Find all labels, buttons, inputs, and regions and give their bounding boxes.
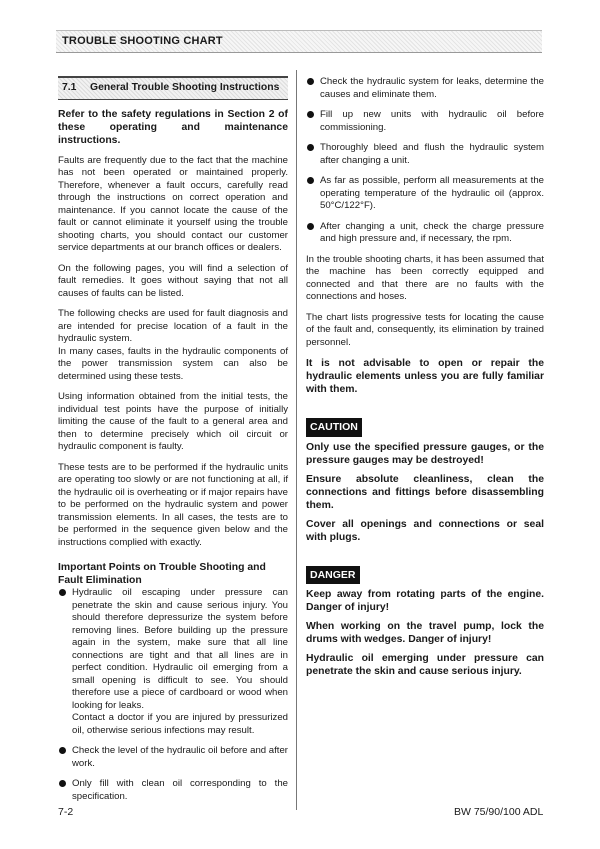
right-bullet-list (306, 76, 544, 246)
bullet-text: After changing a unit, check the charge pressure and high pressure and, if necessary, the rpm. (320, 220, 544, 244)
bullet-icon (59, 589, 66, 596)
bullet-text: Hydraulic oil escaping under pressure can penetrate the skin and cause serious injury. You should therefore depressurize the system before removing lines. Before building up the pressure again in the system, make sure that all line connections are tight and that all lines are in perfect condition. Hydraulic oil emerging from a small opening is difficult to see. You should therefore use a piece of cardboard or wood when looking for leaks. (72, 587, 288, 711)
list-item (58, 587, 288, 737)
list-item (58, 778, 288, 803)
header-bar (56, 30, 542, 53)
paragraph-initial-tests: Using information obtained from the initial tests, the individual test points have the purpose of initially limiting the cause of the fault to a general area and then to determine precisely which oil circuit or hydraulic component is faulty. (58, 391, 288, 452)
caution-line: Only use the specified pressure gauges, or the pressure gauges may be destroyed! (306, 441, 544, 466)
column-divider (296, 70, 297, 810)
bullet-text: Only fill with clean oil corresponding to the specification. (72, 778, 288, 802)
danger-line: When working on the travel pump, lock the drums with wedges. Danger of injury! (306, 621, 544, 645)
caution-badge: CAUTION (306, 418, 362, 437)
paragraph-when-to-test: These tests are to be performed if the hydraulic units are operating too slowly or are not functioning at all, if the hydraulic oil is overheating or if major repairs have to be performed on the hydraulic system and power transmission elements. In all cases, the tests are to be performed in the sequence given below and the instructions complied with exactly. (58, 461, 288, 548)
right-column (306, 76, 544, 684)
bullet-icon (307, 177, 314, 184)
bullet-text: Check the hydraulic system for leaks, determine the causes and eliminate them. (320, 76, 544, 100)
list-item (306, 142, 544, 167)
left-bullet-list (58, 587, 288, 803)
section-number: 7.1 (62, 82, 77, 93)
bullet-icon (307, 78, 314, 85)
list-item (306, 221, 544, 246)
list-item (58, 745, 288, 770)
bullet-text: Fill up new units with hydraulic oil before commissioning. (320, 109, 544, 133)
bullet-icon (307, 111, 314, 118)
important-points-heading: Important Points on Trouble Shooting and Fault Elimination (58, 562, 266, 586)
danger-line: Keep away from rotating parts of the engine. Danger of injury! (306, 589, 544, 613)
page-number: 7-2 (58, 806, 74, 818)
list-item (306, 175, 544, 213)
paragraph-faults: Faults are frequently due to the fact that the machine has not been operated or maintained properly. Therefore, whenever a fault occurs, carefully read through the instructions on correct operation and maintenance. If you cannot locate the cause of the fault or cannot eliminate it yourself using the trouble shooting charts, you should contact our customer service departments at our branch offices or dealers. (58, 154, 288, 253)
paragraph-progressive-tests: The chart lists progressive tests for locating the cause of the fault and, consequently, its elimination by trained personnel. (306, 311, 544, 348)
page-header-title: TROUBLE SHOOTING CHART (62, 35, 223, 47)
list-item (306, 109, 544, 134)
bullet-icon (307, 144, 314, 151)
bullet-text: Check the level of the hydraulic oil before and after work. (72, 745, 288, 769)
paragraph-assumption: In the trouble shooting charts, it has been assumed that the machine has been correctly equipped and connected and that there are no faults with the connections and hoses. (306, 253, 544, 302)
section-title-text: General Trouble Shooting Instructions (90, 82, 280, 93)
bullet-text-extra: Contact a doctor if you are injured by pressurized oil, otherwise serious infections may result. (72, 712, 288, 736)
model-name: BW 75/90/100 ADL (454, 806, 544, 818)
bullet-icon (307, 223, 314, 230)
caution-line: Cover all openings and connections or seal with plugs. (306, 518, 544, 543)
paragraph-fault-remedies: On the following pages, you will find a selection of fault remedies. It goes without saying that not all causes of faults can be listed. (58, 262, 288, 299)
safety-reference: Refer to the safety regulations in Section 2 of these operating and maintenance instructions. (58, 108, 288, 146)
bullet-text: As far as possible, perform all measurements at the operating temperature of the hydraulic oil (approx. 50°C/122°F). (320, 175, 544, 211)
bullet-icon (59, 780, 66, 787)
repair-advice: It is not advisable to open or repair the hydraulic elements unless you are fully familiar with them. (306, 358, 544, 395)
paragraph-power-transmission: In many cases, faults in the hydraulic components of the power transmission system can also be determined using these tests. (58, 345, 288, 382)
danger-badge: DANGER (306, 566, 360, 585)
paragraph-checks: The following checks are used for fault diagnosis and are intended for precise location of a fault in the hydraulic system. (58, 308, 288, 344)
danger-line: Hydraulic oil emerging under pressure can penetrate the skin and cause serious injury. (306, 653, 544, 677)
list-item (306, 76, 544, 101)
section-title (58, 76, 288, 100)
bullet-text: Thoroughly bleed and flush the hydraulic system after changing a unit. (320, 142, 544, 166)
caution-line: Ensure absolute cleanliness, clean the connections and fittings before disassembling them. (306, 473, 544, 511)
bullet-icon (59, 747, 66, 754)
left-column (58, 76, 288, 811)
